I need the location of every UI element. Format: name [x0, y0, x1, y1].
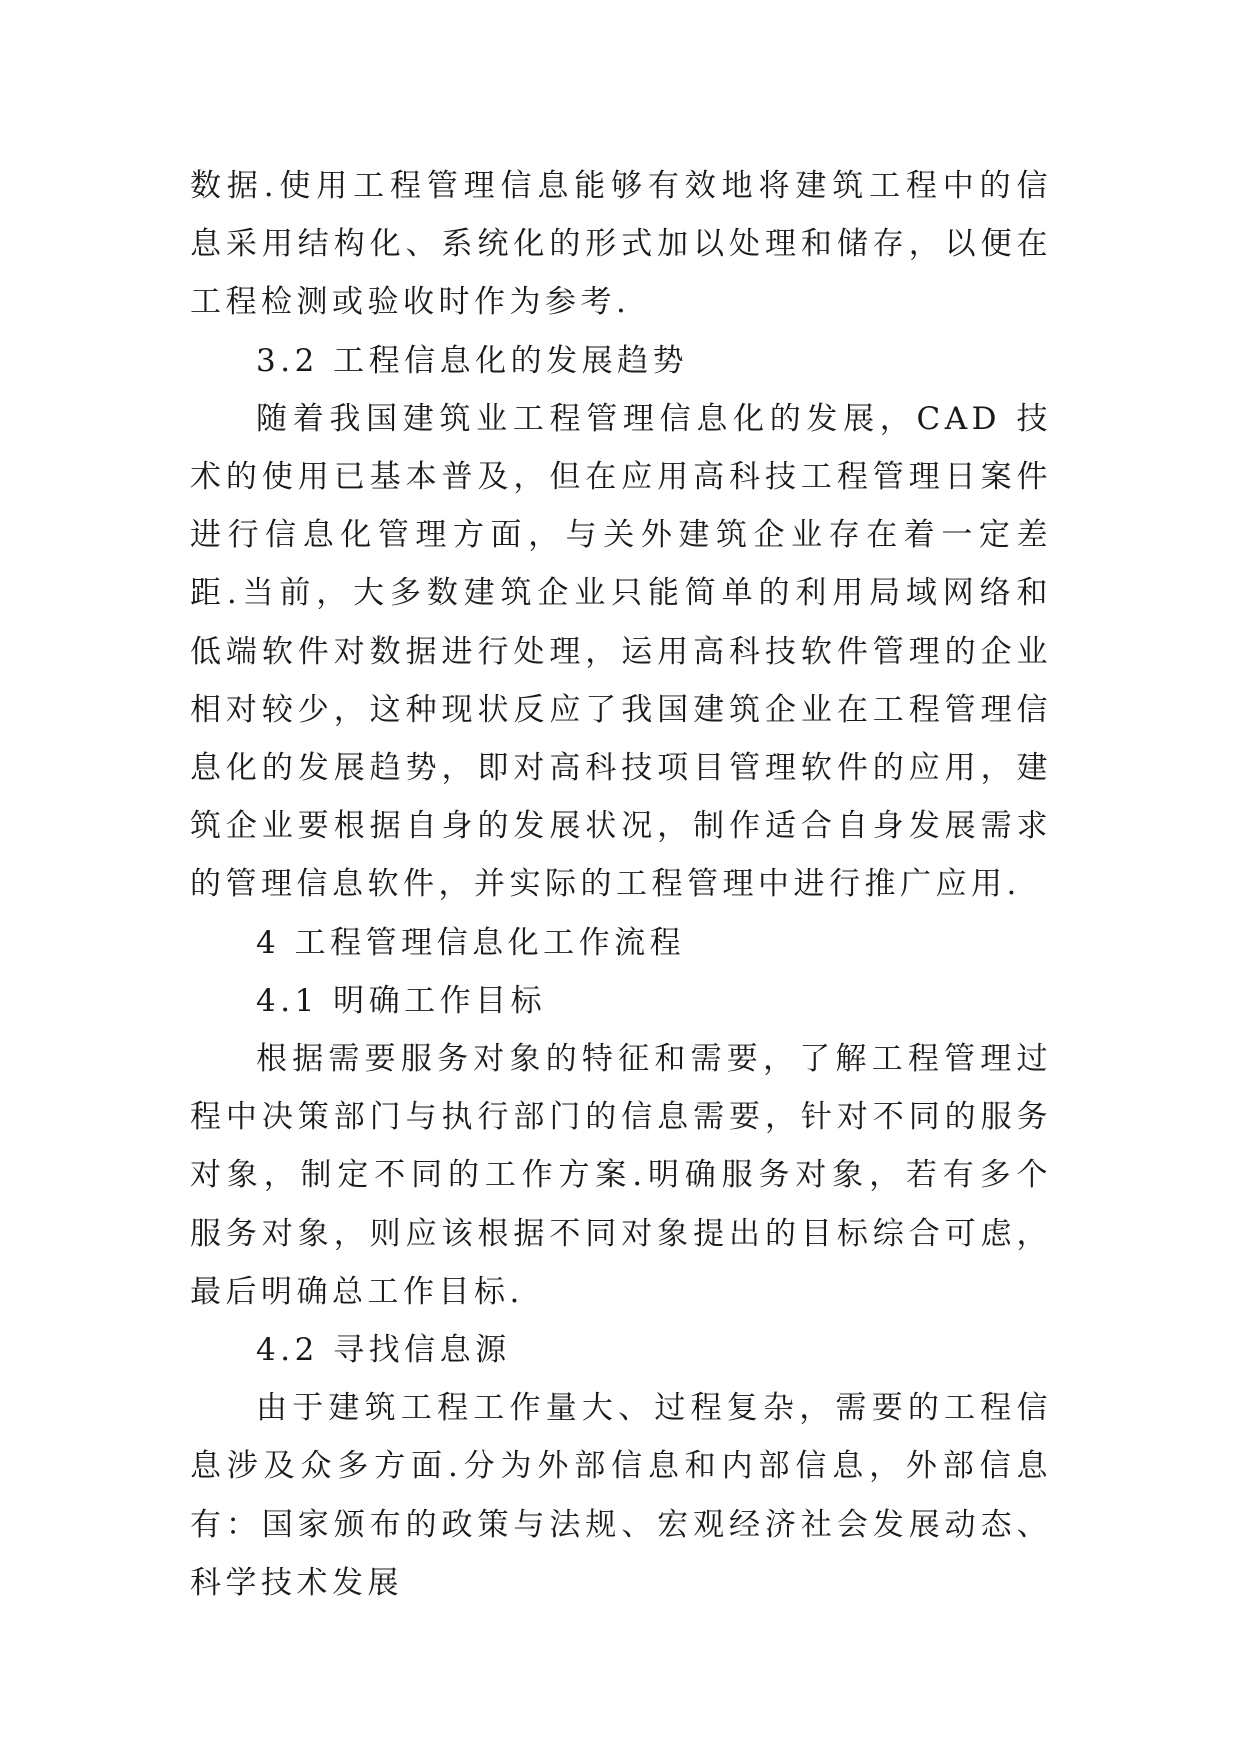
section-heading-4-2: 4.2 寻找信息源: [256, 1332, 511, 1369]
paragraph-development-trend: 随着我国建筑业工程管理信息化的发展，CAD 技术的使用已基本普及，但在应用高科技工程管理日案件进行信息化管理方面，与关外建筑企业存在着一定差距.当前，大多数建筑企业只能简单的利用局域网络和低端软件对数据进行处理，运用高科技软件管理的企业相对较少，这种现状反应了我国建筑企业在工程管理信息化的发展趋势，即对高科技项目管理软件的应用，建筑企业要根据自身的发展状况，制作适合自身发展需求的管理信息软件，并实际的工程管理中进行推广应用.: [190, 400, 1052, 903]
section-heading-4: 4 工程管理信息化工作流程: [256, 924, 686, 961]
document-body: [190, 157, 1052, 1612]
section-heading-4-1: 4.1 明确工作目标: [256, 982, 547, 1019]
paragraph-work-goals: 根据需要服务对象的特征和需要，了解工程管理过程中决策部门与执行部门的信息需要，针对不同的服务对象，制定不同的工作方案.明确服务对象，若有多个服务对象，则应该根据不同对象提出的目标综合可虑，最后明确总工作目标.: [190, 1041, 1052, 1310]
paragraph-information-sources: 由于建筑工程工作量大、过程复杂，需要的工程信息涉及众多方面.分为外部信息和内部信息，外部信息有：国家颁布的政策与法规、宏观经济社会发展动态、科学技术发展: [190, 1390, 1052, 1601]
section-heading-3-2: 3.2 工程信息化的发展趋势: [256, 342, 689, 379]
paragraph-continued: 数据.使用工程管理信息能够有效地将建筑工程中的信息采用结构化、系统化的形式加以处理和储存，以便在工程检测或验收时作为参考.: [190, 168, 1052, 321]
